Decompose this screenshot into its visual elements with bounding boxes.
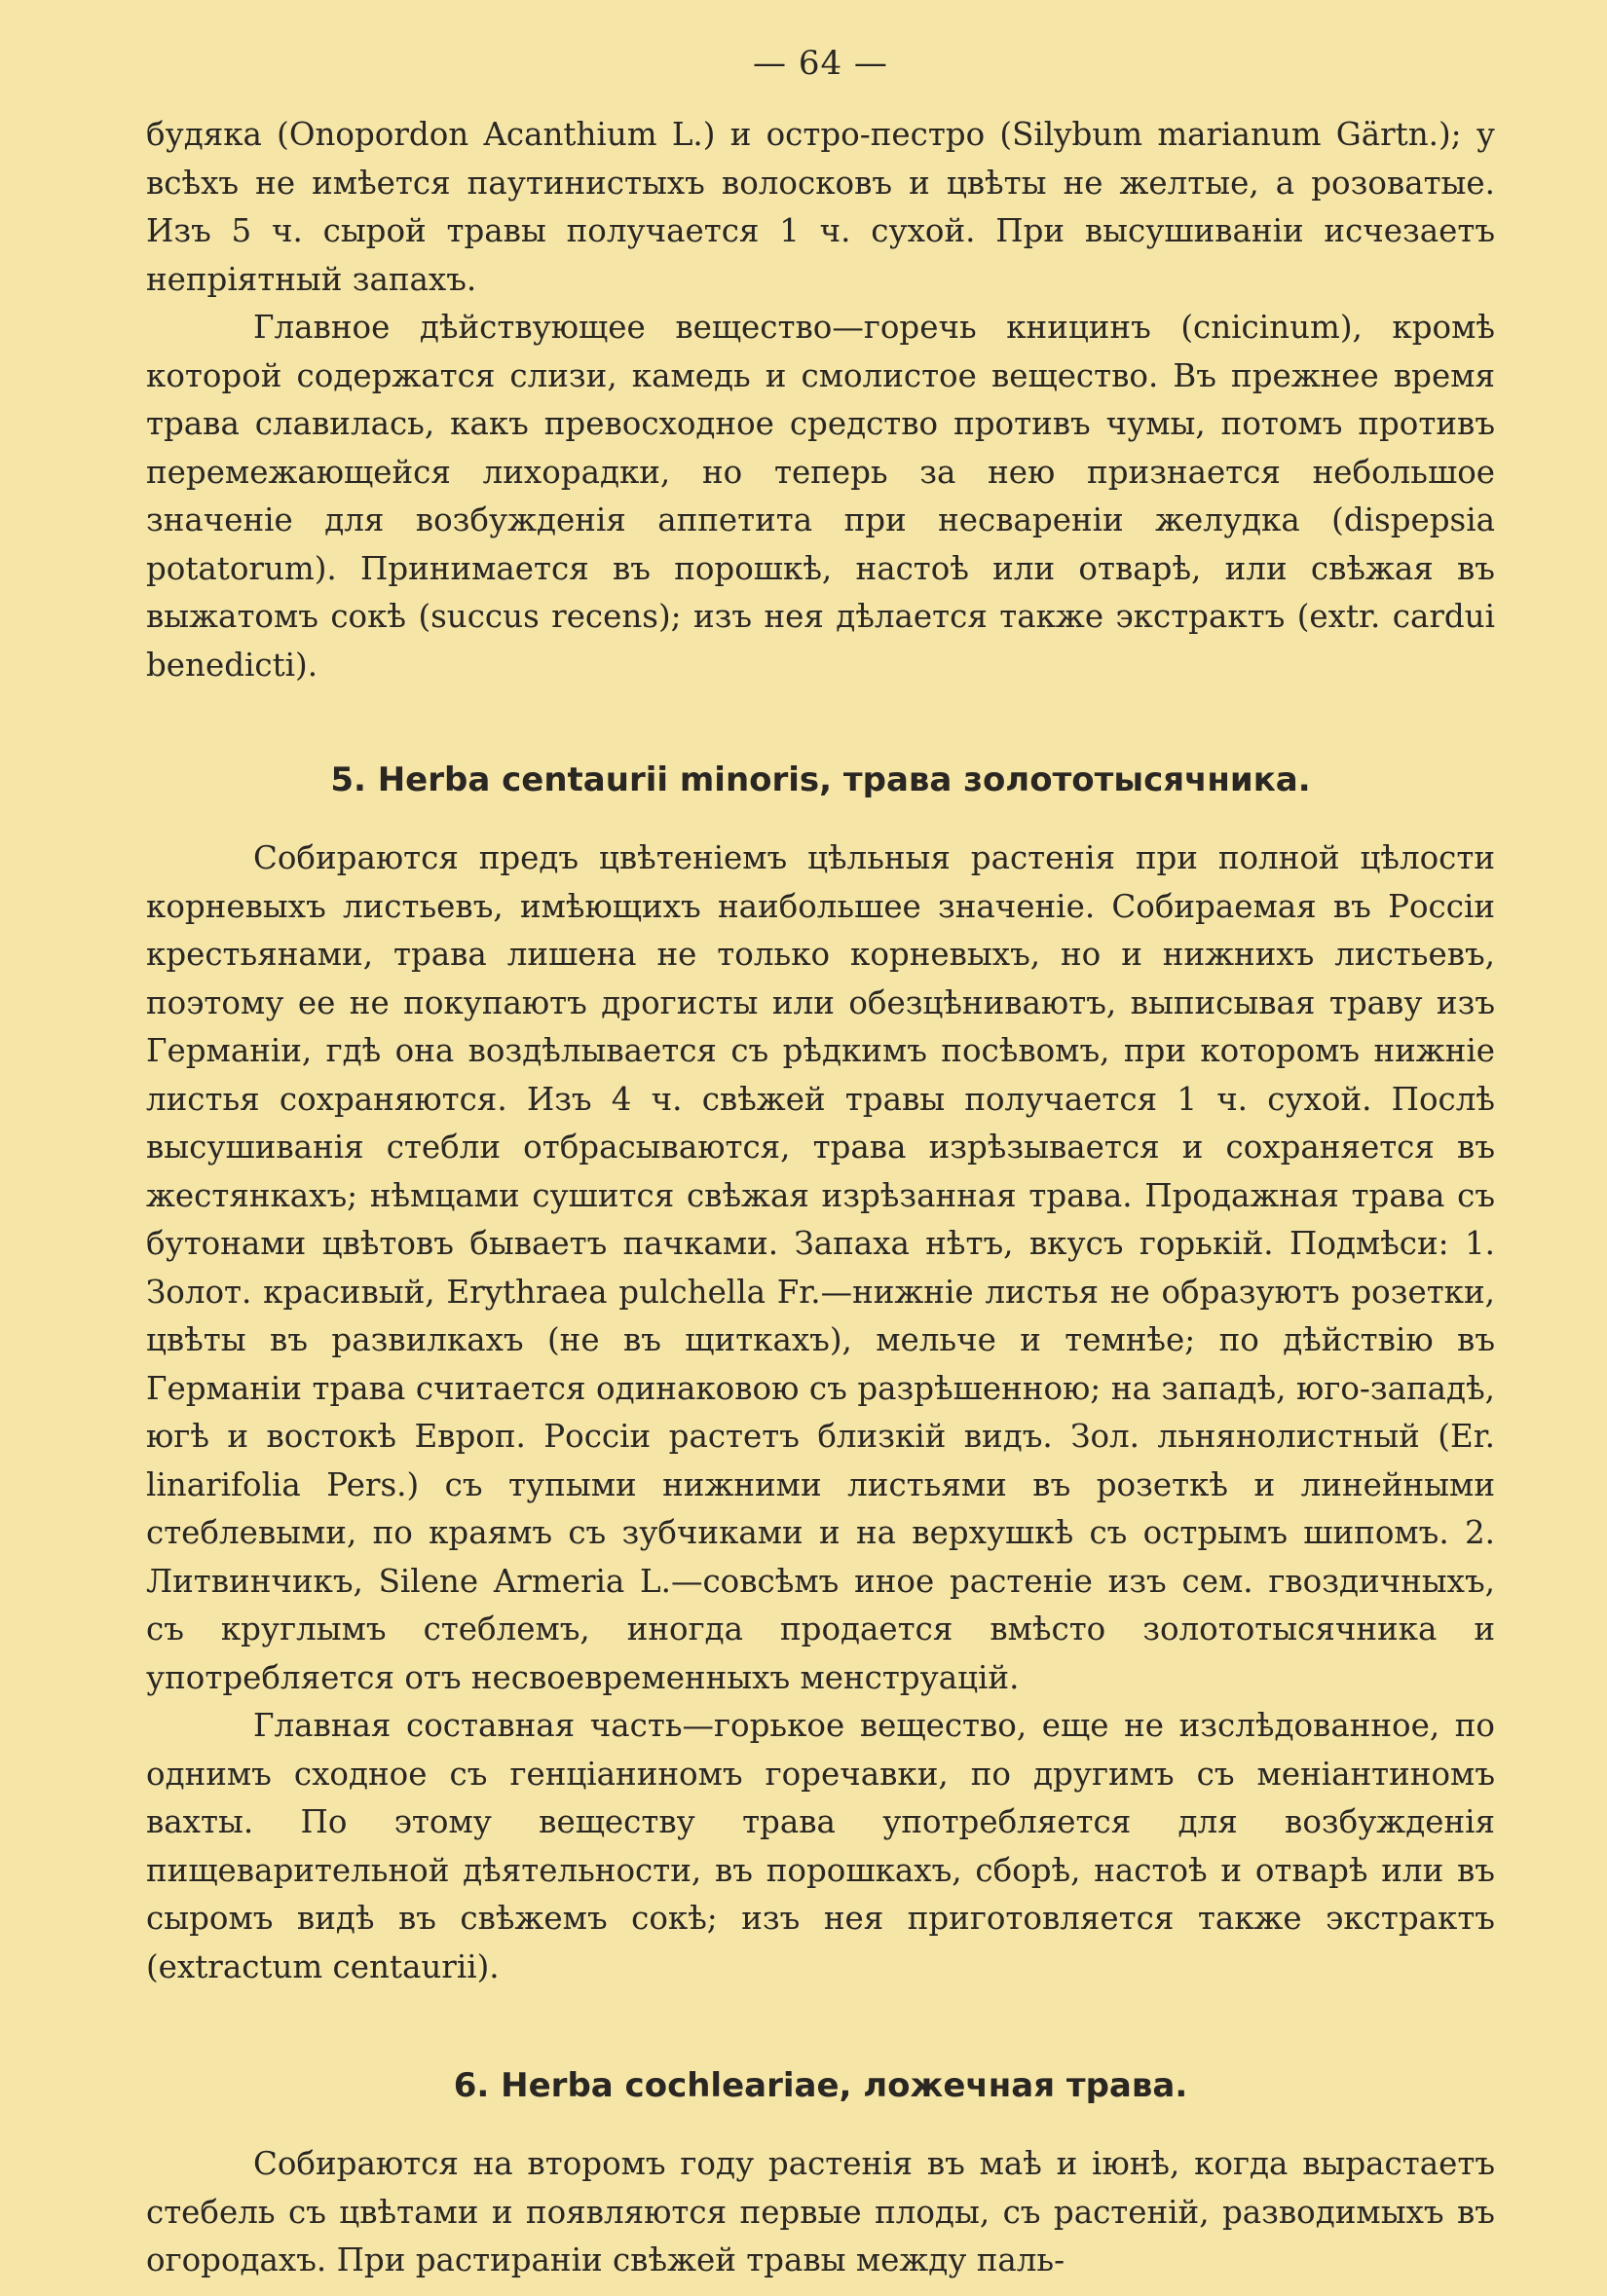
book-page [146,39,1495,2278]
section-heading-cochlearia: 6. Herba cochleariae, ложечная трава. [453,2066,1188,2105]
page-number: — 64 — [753,44,888,83]
section-heading-centaurium: 5. Herba centaurii minoris, трава золототысячника. [330,760,1311,799]
paragraph-active-substance: Главное дѣйствующее вещество—горечь кницинъ (cnicinum), кромѣ которой содержатся слизи, камедь и смолистое вещество. Въ прежнее время трава славилась, какъ превосходное средство противъ чумы, потомъ противъ перемежающейся лихорадки, но теперь за нею признается небольшое значенiе для возбужденiя аппетита при несваренiи желудка (dispepsia potatorum). Принимается въ порошкѣ, настоѣ или отварѣ, или свѣжая въ выжатомъ сокѣ (succus recens); изъ нея дѣлается также экстрактъ (extr. cardui benedicti). [146,309,1495,684]
paragraph-centaurium-constituents: Главная составная часть—горькое вещество, еще не изслѣдованное, по однимъ сходное съ генцiаниномъ горечавки, по другимъ съ менiантиномъ вахты. По этому веществу трава употребляется для возбужденiя пищеварительной дѣятельности, въ порошкахъ, сборѣ, настоѣ и отварѣ или въ сыромъ видѣ въ свѣжемъ сокѣ; изъ нея приготовляется также экстрактъ (extractum centaurii). [146,1707,1495,1985]
paragraph-cochlearia-collection: Собираются на второмъ году растенiя въ маѣ и iюнѣ, когда вырастаетъ стебель съ цвѣтами и появляются первые плоды, съ растенiй, разводимыхъ въ огородахъ. При растиранiи свѣжей травы между паль- [146,2145,1495,2278]
paragraph-intro-continuation: будяка (Onopordon Acanthium L.) и остро-пестро (Silybum marianum Gärtn.); у всѣхъ не имѣется паутинистыхъ волосковъ и цвѣты не желтые, а розоватые. Изъ 5 ч. сырой травы получается 1 ч. сухой. При высушиванiи исчезаетъ непрiятный запахъ. [146,116,1495,298]
paragraph-centaurium-collection: Собираются предъ цвѣтенiемъ цѣльныя растенiя при полной цѣлости корневыхъ листьевъ, имѣющихъ наибольшее значенiе. Собираемая въ Россiи крестьянами, трава лишена не только корневыхъ, но и нижнихъ листьевъ, поэтому ее не покупаютъ дрогисты или обезцѣниваютъ, выписывая траву изъ Германiи, гдѣ она воздѣлывается съ рѣдкимъ посѣвомъ, при которомъ нижнiе листья сохраняются. Изъ 4 ч. свѣжей травы получается 1 ч. сухой. Послѣ высушиванiя стебли отбрасываются, трава изрѣзывается и сохраняется въ жестянкахъ; нѣмцами сушится свѣжая изрѣзанная трава. Продажная трава съ бутонами цвѣтовъ бываетъ пачками. Запаха нѣтъ, вкусъ горькiй. Подмѣси: 1. Золот. красивый, Erythraea pulchella Fr.—нижнiе листья не образуютъ розетки, цвѣты въ развилкахъ (не въ щиткахъ), мельче и темнѣе; по дѣйствiю въ Германiи трава считается одинаковою съ разрѣшенною; на западѣ, юго-западѣ, югѣ и востокѣ Европ. Россiи растетъ близкiй видъ. Зол. льнянолистный (Er. linarifolia Pers.) съ тупыми нижними листьями въ розеткѣ и линейными стеблевыми, по краямъ съ зубчиками и на верхушкѣ съ острымъ шипомъ. 2. Литвинчикъ, Silene Armeria L.—совсѣмъ иное растенiе изъ сем. гвоздичныхъ, съ круглымъ стеблемъ, иногда продается вмѣсто золототысячника и употребляется отъ несвоевременныхъ менструацiй. [146,839,1495,1696]
